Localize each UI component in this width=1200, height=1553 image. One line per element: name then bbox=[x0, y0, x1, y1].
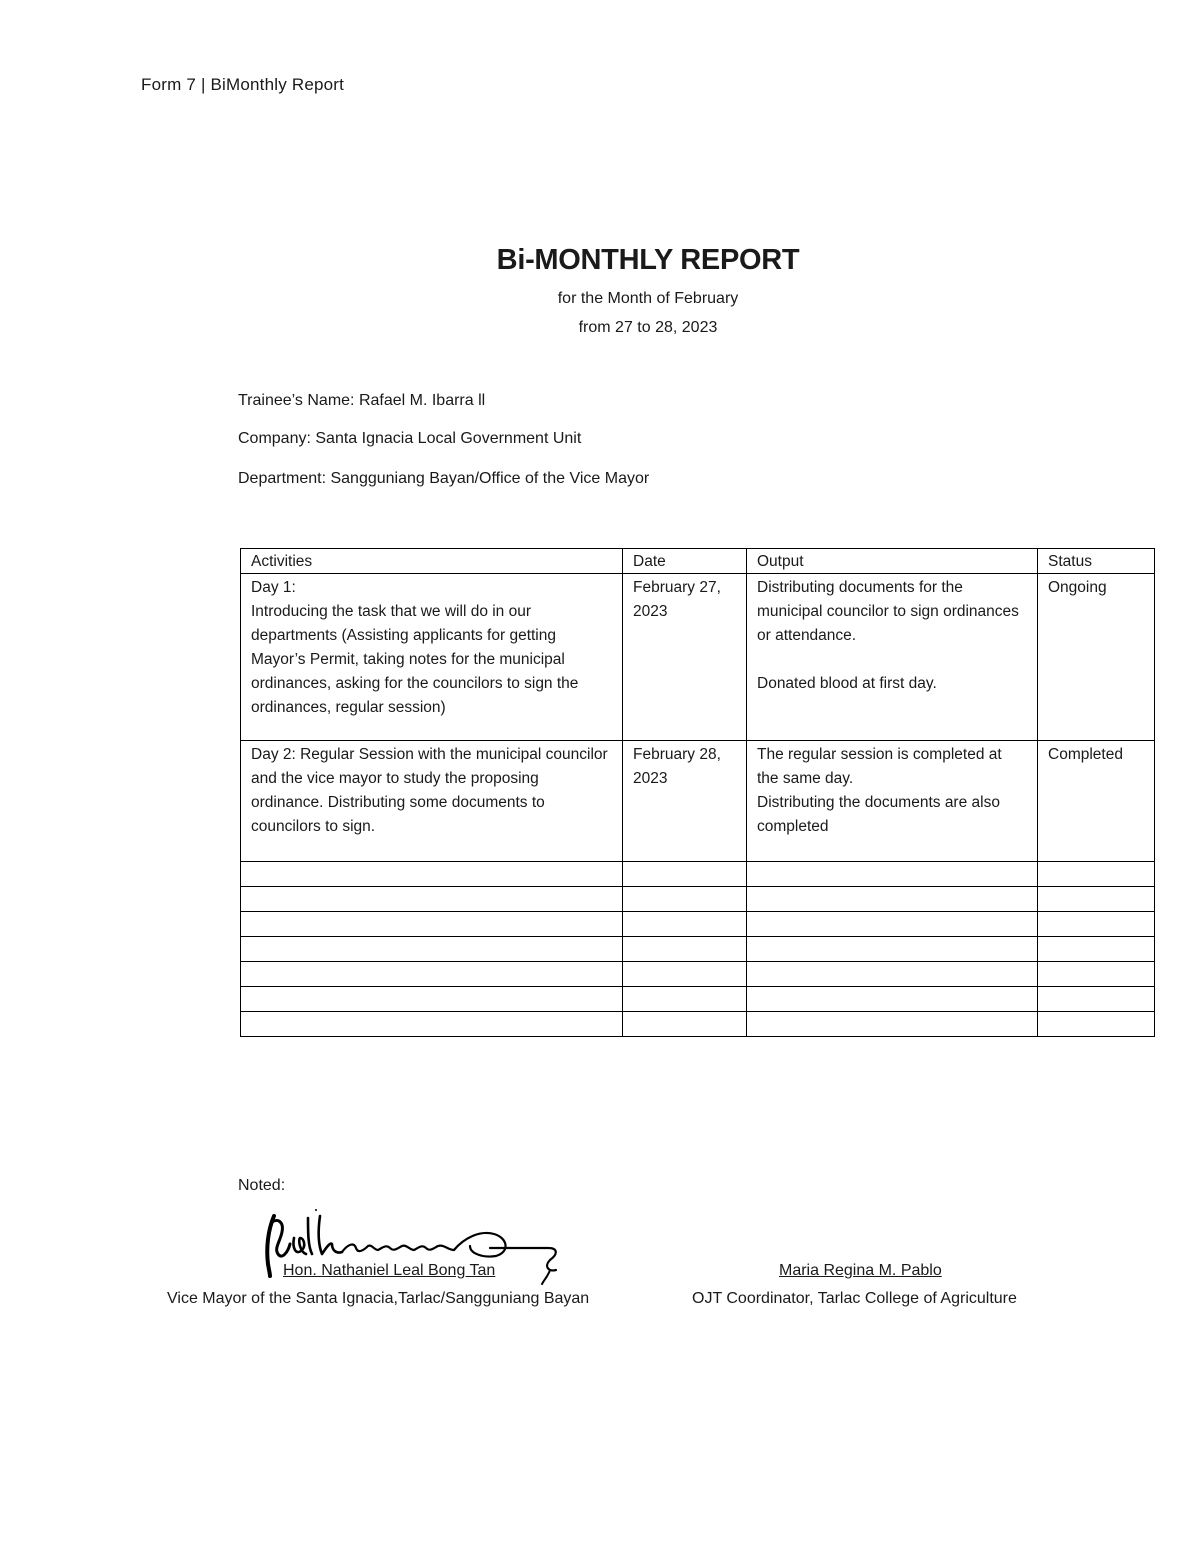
empty-row bbox=[241, 887, 1155, 912]
empty-cell bbox=[623, 862, 747, 887]
trainee-name: Trainee’s Name: Rafael M. Ibarra ll bbox=[238, 392, 486, 409]
activity-cell bbox=[241, 741, 623, 862]
status-cell: Completed bbox=[1038, 741, 1155, 862]
empty-row bbox=[241, 912, 1155, 937]
company-name: Company: Santa Ignacia Local Government Unit bbox=[238, 430, 582, 447]
header-status: Status bbox=[1038, 549, 1155, 574]
empty-cell bbox=[623, 887, 747, 912]
empty-cell bbox=[747, 1012, 1038, 1037]
empty-row bbox=[241, 1012, 1155, 1037]
empty-cell bbox=[623, 937, 747, 962]
empty-cell bbox=[747, 862, 1038, 887]
output-cell bbox=[747, 741, 1038, 862]
activity-description: Introducing the task that we will do in our departments (Assisting applicants for getting Mayor’s Permit, taking notes for the municipal ordinances, asking for the councilors to sign the ordinances, regular session) bbox=[251, 603, 579, 716]
empty-cell bbox=[747, 887, 1038, 912]
empty-cell bbox=[241, 912, 623, 937]
empty-cell bbox=[623, 912, 747, 937]
header-date: Date bbox=[623, 549, 747, 574]
empty-cell bbox=[1038, 962, 1155, 987]
table-row bbox=[241, 574, 1155, 741]
empty-cell bbox=[747, 962, 1038, 987]
empty-cell bbox=[1038, 912, 1155, 937]
empty-cell bbox=[1038, 887, 1155, 912]
form-label: Form 7 | BiMonthly Report bbox=[141, 75, 345, 94]
date-range-line: from 27 to 28, 2023 bbox=[578, 319, 718, 336]
empty-row bbox=[241, 962, 1155, 987]
noted-label: Noted: bbox=[238, 1177, 286, 1194]
empty-cell bbox=[241, 962, 623, 987]
activity-description: Day 2: Regular Session with the municipal councilor and the vice mayor to study the proposing ordinance. Distributing some documents to councilors to sign. bbox=[251, 746, 608, 835]
table-header-row bbox=[241, 549, 1155, 574]
empty-cell bbox=[1038, 987, 1155, 1012]
date-cell: February 28, 2023 bbox=[623, 741, 747, 862]
empty-cell bbox=[241, 987, 623, 1012]
date-cell: February 27, 2023 bbox=[623, 574, 747, 741]
coordinator-name: Maria Regina M. Pablo bbox=[779, 1262, 942, 1279]
empty-cell bbox=[1038, 1012, 1155, 1037]
header-activities: Activities bbox=[241, 549, 623, 574]
month-line: for the Month of February bbox=[557, 290, 739, 307]
empty-cell bbox=[241, 862, 623, 887]
empty-cell bbox=[623, 962, 747, 987]
vice-mayor-title: Vice Mayor of the Santa Ignacia,Tarlac/Sangguniang Bayan bbox=[167, 1290, 590, 1307]
empty-row bbox=[241, 862, 1155, 887]
header-output: Output bbox=[747, 549, 1038, 574]
output-text: Donated blood at first day. bbox=[757, 675, 937, 692]
spacer bbox=[757, 648, 1027, 672]
empty-cell bbox=[747, 987, 1038, 1012]
empty-cell bbox=[241, 937, 623, 962]
title-block bbox=[0, 238, 1200, 342]
empty-cell bbox=[747, 912, 1038, 937]
empty-cell bbox=[1038, 937, 1155, 962]
empty-cell bbox=[623, 1012, 747, 1037]
empty-row bbox=[241, 937, 1155, 962]
document-title: Bi-MONTHLY REPORT bbox=[496, 244, 800, 276]
empty-cell bbox=[241, 1012, 623, 1037]
table-row bbox=[241, 741, 1155, 862]
empty-cell bbox=[623, 987, 747, 1012]
coordinator-title: OJT Coordinator, Tarlac College of Agriculture bbox=[692, 1290, 1017, 1307]
department-name: Department: Sangguniang Bayan/Office of the Vice Mayor bbox=[238, 470, 650, 487]
output-cell bbox=[747, 574, 1038, 741]
output-text: Distributing the documents are also completed bbox=[757, 794, 1000, 835]
output-text: The regular session is completed at the same day. bbox=[757, 746, 1002, 787]
vice-mayor-name: Hon. Nathaniel Leal Bong Tan bbox=[283, 1262, 496, 1279]
activity-cell bbox=[241, 574, 623, 741]
empty-cell bbox=[747, 937, 1038, 962]
empty-row bbox=[241, 987, 1155, 1012]
output-text: Distributing documents for the municipal councilor to sign ordinances or attendance. bbox=[757, 579, 1019, 644]
empty-cell bbox=[1038, 862, 1155, 887]
activity-day-title: Day 1: bbox=[251, 579, 296, 596]
status-cell: Ongoing bbox=[1038, 574, 1155, 741]
empty-cell bbox=[241, 887, 623, 912]
activity-table bbox=[240, 548, 1155, 1037]
